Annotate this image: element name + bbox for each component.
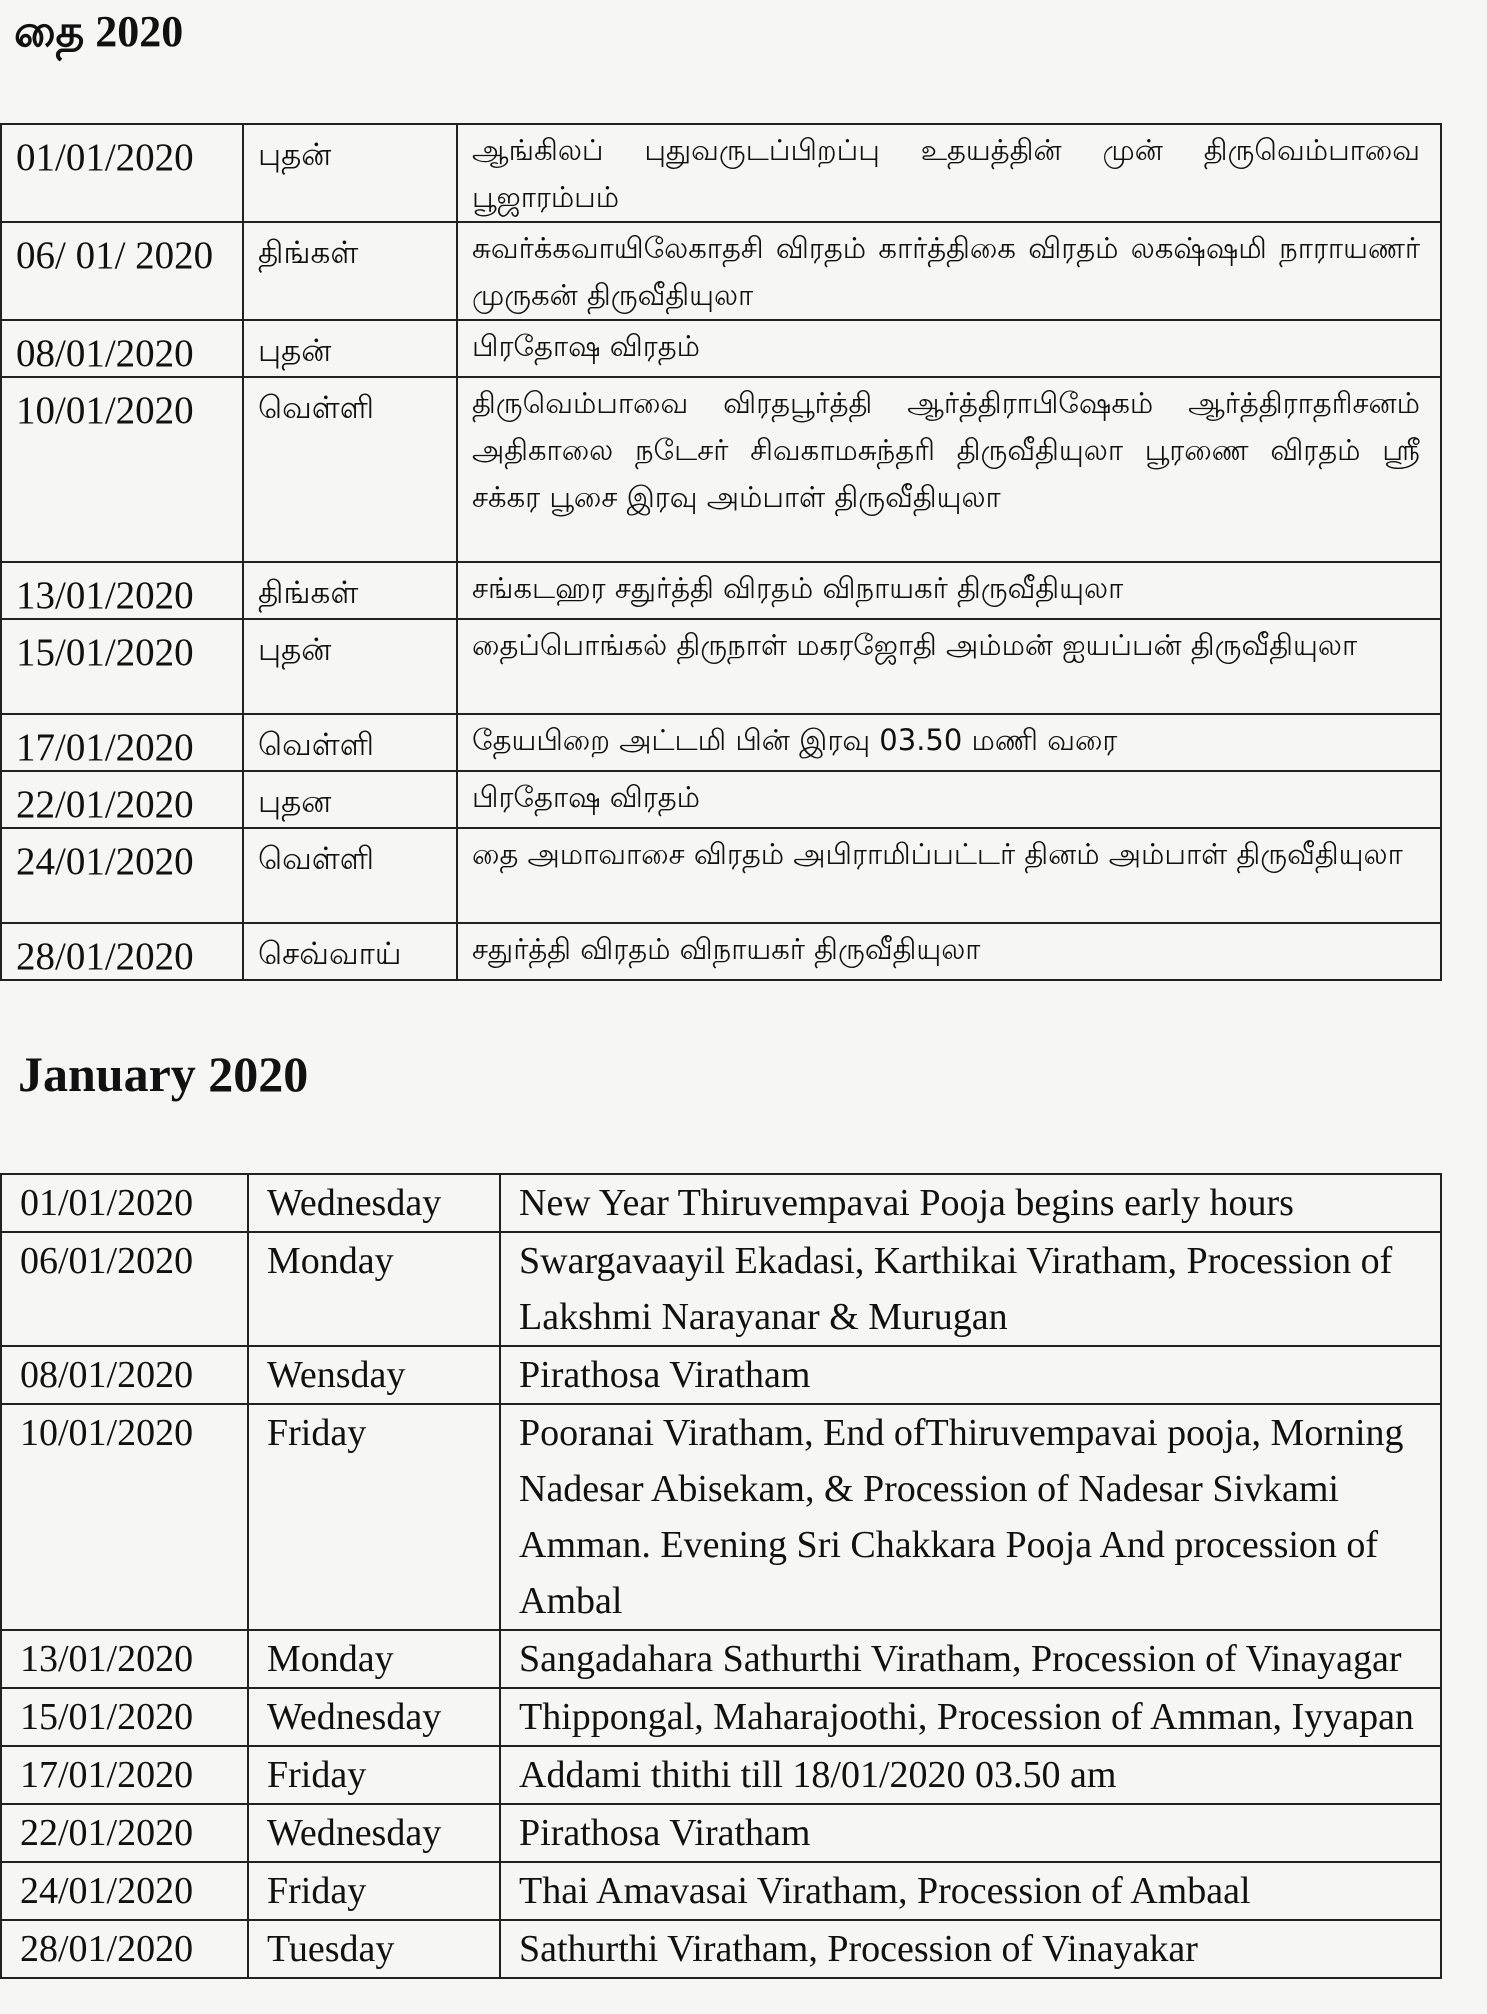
table-row	[1, 714, 1441, 771]
table-row	[1, 619, 1441, 714]
date-cell: 08/01/2020	[1, 1346, 248, 1404]
date-cell: 28/01/2020	[1, 923, 243, 980]
day-cell: புதன்	[243, 619, 457, 714]
day-cell: திங்கள்	[243, 562, 457, 619]
date-cell: 01/01/2020	[1, 124, 243, 222]
day-cell: Wednesday	[248, 1804, 500, 1862]
table-row	[1, 1862, 1441, 1920]
day-cell: வெள்ளி	[243, 714, 457, 771]
event-cell: Thippongal, Maharajoothi, Procession of Amman, Iyyapan	[500, 1688, 1441, 1746]
day-cell: வெள்ளி	[243, 828, 457, 923]
event-cell: New Year Thiruvempavai Pooja begins early hours	[500, 1174, 1441, 1232]
date-cell: 15/01/2020	[1, 619, 243, 714]
day-cell: Monday	[248, 1630, 500, 1688]
date-cell: 15/01/2020	[1, 1688, 248, 1746]
event-cell: Sangadahara Sathurthi Viratham, Procession of Vinayagar	[500, 1630, 1441, 1688]
table-row	[1, 1404, 1441, 1630]
event-cell: சுவர்க்கவாயிலேகாதசி விரதம் கார்த்திகை விரதம் லகஷ்ஷமி நாராயணர் முருகன் திருவீதியுலா	[457, 222, 1441, 320]
date-cell: 06/01/2020	[1, 1232, 248, 1346]
table-row	[1, 1920, 1441, 1978]
date-cell: 13/01/2020	[1, 562, 243, 619]
date-cell: 24/01/2020	[1, 828, 243, 923]
table-row	[1, 377, 1441, 562]
english-calendar-table	[0, 1173, 1442, 1979]
event-cell: Swargavaayil Ekadasi, Karthikai Viratham, Procession of Lakshmi Narayanar & Murugan	[500, 1232, 1441, 1346]
event-cell: Pirathosa Viratham	[500, 1804, 1441, 1862]
date-cell: 22/01/2020	[1, 771, 243, 828]
table-row	[1, 1232, 1441, 1346]
table-row	[1, 771, 1441, 828]
date-cell: 10/01/2020	[1, 377, 243, 562]
event-cell: Pooranai Viratham, End ofThiruvempavai pooja, Morning Nadesar Abisekam, & Procession of Nadesar Sivkami Amman. Evening Sri Chakkara Pooja And procession of Ambal	[500, 1404, 1441, 1630]
english-section-heading: January 2020	[18, 1046, 309, 1102]
day-cell: Friday	[248, 1746, 500, 1804]
date-cell: 17/01/2020	[1, 1746, 248, 1804]
date-cell: 10/01/2020	[1, 1404, 248, 1630]
day-cell: புதன்	[243, 320, 457, 377]
event-cell: சங்கடஹர சதுர்த்தி விரதம் விநாயகர் திருவீதியுலா	[457, 562, 1441, 619]
event-cell: Pirathosa Viratham	[500, 1346, 1441, 1404]
day-cell: செவ்வாய்	[243, 923, 457, 980]
table-row	[1, 222, 1441, 320]
table-row	[1, 124, 1441, 222]
event-cell: Thai Amavasai Viratham, Procession of Ambaal	[500, 1862, 1441, 1920]
table-row	[1, 1746, 1441, 1804]
day-cell: புதன்	[243, 124, 457, 222]
event-cell: தேயபிறை அட்டமி பின் இரவு 03.50 மணி வரை	[457, 714, 1441, 771]
tamil-calendar-table	[0, 123, 1442, 981]
day-cell: Monday	[248, 1232, 500, 1346]
event-cell: ஆங்கிலப் புதுவருடப்பிறப்பு உதயத்தின் முன் திருவெம்பாவை பூஜாரம்பம்	[457, 124, 1441, 222]
day-cell: Wensday	[248, 1346, 500, 1404]
table-row	[1, 1174, 1441, 1232]
date-cell: 13/01/2020	[1, 1630, 248, 1688]
event-cell: தை அமாவாசை விரதம் அபிராமிப்பட்டர் தினம் அம்பாள் திருவீதியுலா	[457, 828, 1441, 923]
date-cell: 24/01/2020	[1, 1862, 248, 1920]
day-cell: Tuesday	[248, 1920, 500, 1978]
event-cell: Addami thithi till 18/01/2020 03.50 am	[500, 1746, 1441, 1804]
day-cell: திங்கள்	[243, 222, 457, 320]
table-row	[1, 1688, 1441, 1746]
table-row	[1, 923, 1441, 980]
event-cell: சதுர்த்தி விரதம் விநாயகர் திருவீதியுலா	[457, 923, 1441, 980]
day-cell: வெள்ளி	[243, 377, 457, 562]
event-cell: Sathurthi Viratham, Procession of Vinayakar	[500, 1920, 1441, 1978]
table-row	[1, 828, 1441, 923]
table-row	[1, 562, 1441, 619]
date-cell: 28/01/2020	[1, 1920, 248, 1978]
event-cell: தைப்பொங்கல் திருநாள் மகரஜோதி அம்மன் ஐயப்பன் திருவீதியுலா	[457, 619, 1441, 714]
tamil-section-heading: தை 2020	[14, 7, 184, 56]
event-cell: பிரதோஷ விரதம்	[457, 320, 1441, 377]
day-cell: Wednesday	[248, 1688, 500, 1746]
day-cell: Wednesday	[248, 1174, 500, 1232]
day-cell: Friday	[248, 1404, 500, 1630]
table-row	[1, 1630, 1441, 1688]
day-cell: Friday	[248, 1862, 500, 1920]
table-row	[1, 1804, 1441, 1862]
date-cell: 17/01/2020	[1, 714, 243, 771]
event-cell: திருவெம்பாவை விரதபூர்த்தி ஆர்த்திராபிஷேகம் ஆர்த்திராதரிசனம் அதிகாலை நடேசர் சிவகாமசுந்தரி திருவீதியுலா பூரணை விரதம் ஸ்ரீ சக்கர பூசை இரவு அம்பாள் திருவீதியுலா	[457, 377, 1441, 562]
date-cell: 08/01/2020	[1, 320, 243, 377]
date-cell: 06/ 01/ 2020	[1, 222, 243, 320]
date-cell: 22/01/2020	[1, 1804, 248, 1862]
event-cell: பிரதோஷ விரதம்	[457, 771, 1441, 828]
day-cell: புதன	[243, 771, 457, 828]
date-cell: 01/01/2020	[1, 1174, 248, 1232]
table-row	[1, 1346, 1441, 1404]
table-row	[1, 320, 1441, 377]
